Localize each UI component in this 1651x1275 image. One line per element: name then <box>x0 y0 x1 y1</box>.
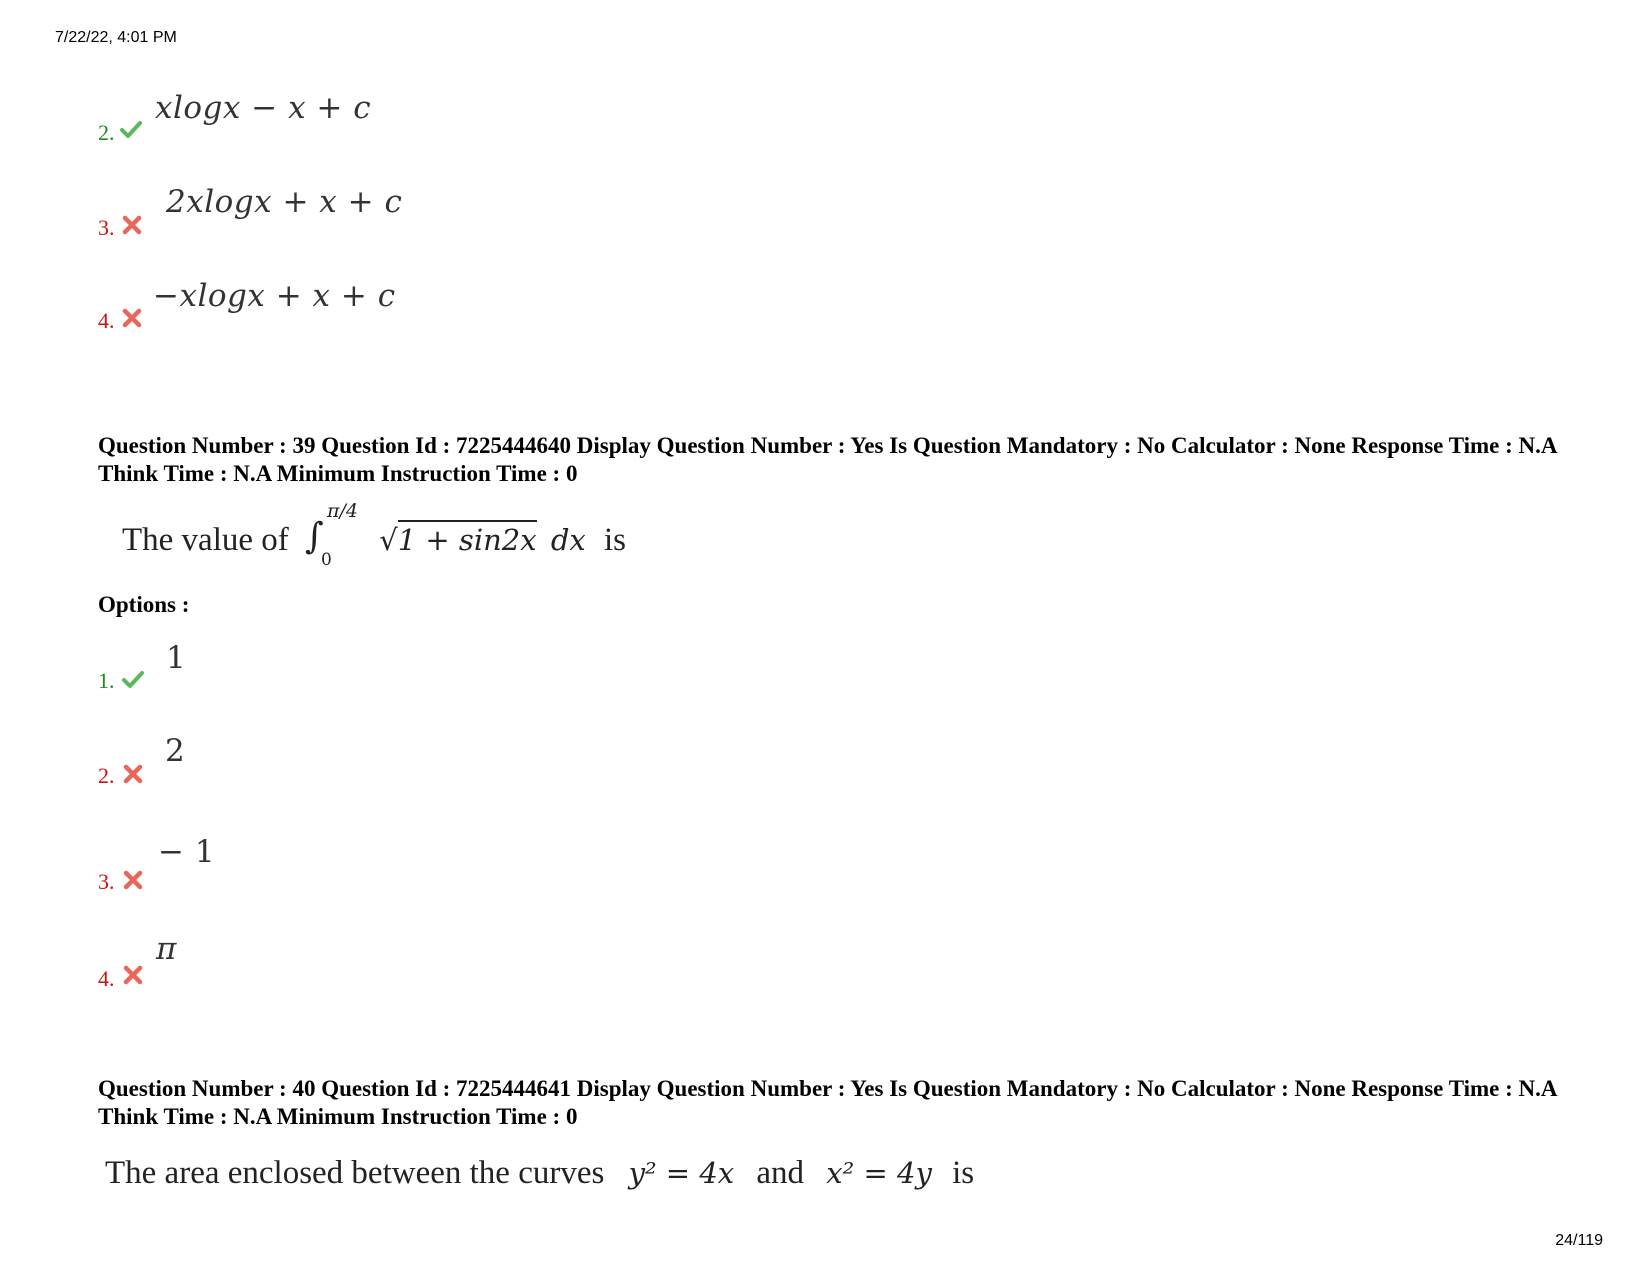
curve-equation-2: x² = 4y <box>826 1156 932 1190</box>
stem-suffix: is <box>604 522 627 558</box>
integral-sign <box>305 500 371 571</box>
option-value: 1 <box>166 640 187 676</box>
stem-prefix: The area enclosed between the curves <box>105 1155 605 1191</box>
question-39-header: Question Number : 39 Question Id : 7225444640 Display Question Number : Yes Is Question Mandatory : No Calculator : None Response Time : N.A Think Time : N.A Minimum Instruction Time : 0 <box>98 433 1557 486</box>
integral-lower-limit: 0 <box>321 550 332 571</box>
question-40-header: Question Number : 40 Question Id : 7225444641 Display Question Number : Yes Is Question Mandatory : No Calculator : None Response Time : N.A Think Time : N.A Minimum Instruction Time : 0 <box>98 1076 1557 1129</box>
stem-connector: and <box>756 1155 805 1191</box>
cross-icon <box>122 964 144 986</box>
print-timestamp: 7/22/22, 4:01 PM <box>55 29 177 46</box>
stem-prefix: The value of <box>122 522 289 558</box>
option-number: 1. <box>98 668 115 693</box>
integral-upper-limit: π/4 <box>327 500 358 523</box>
page-number: 24/119 <box>1555 1232 1603 1249</box>
option-expression: 2xlogx + x + c <box>166 184 403 220</box>
question-39-stem <box>122 500 627 571</box>
cross-icon <box>122 869 144 891</box>
check-icon <box>120 118 142 140</box>
option-number: 2. <box>98 763 115 788</box>
option-number: 4. <box>98 308 115 333</box>
differential: dx <box>550 523 586 557</box>
option-expression: xlogx − x + c <box>155 90 372 126</box>
option-value: π <box>156 931 177 967</box>
option-number: 3. <box>98 869 115 894</box>
options-label: Options : <box>98 592 190 617</box>
cross-icon <box>121 307 143 329</box>
cross-icon <box>122 763 144 785</box>
question-40-stem <box>105 1155 974 1192</box>
cross-icon <box>121 214 143 236</box>
check-icon <box>122 668 144 690</box>
option-number: 2. <box>98 120 115 145</box>
radicand: 1 + sin2x <box>398 520 537 557</box>
option-value: − 1 <box>158 834 216 870</box>
sqrt-symbol: √ <box>379 523 398 557</box>
curve-equation-1: y² = 4x <box>628 1156 735 1190</box>
option-value: 2 <box>165 733 186 769</box>
option-number: 4. <box>98 966 115 991</box>
option-number: 3. <box>98 215 115 240</box>
option-expression: −xlogx + x + c <box>153 278 396 314</box>
integral-symbol: ∫ <box>305 516 324 558</box>
stem-suffix: is <box>952 1155 975 1191</box>
